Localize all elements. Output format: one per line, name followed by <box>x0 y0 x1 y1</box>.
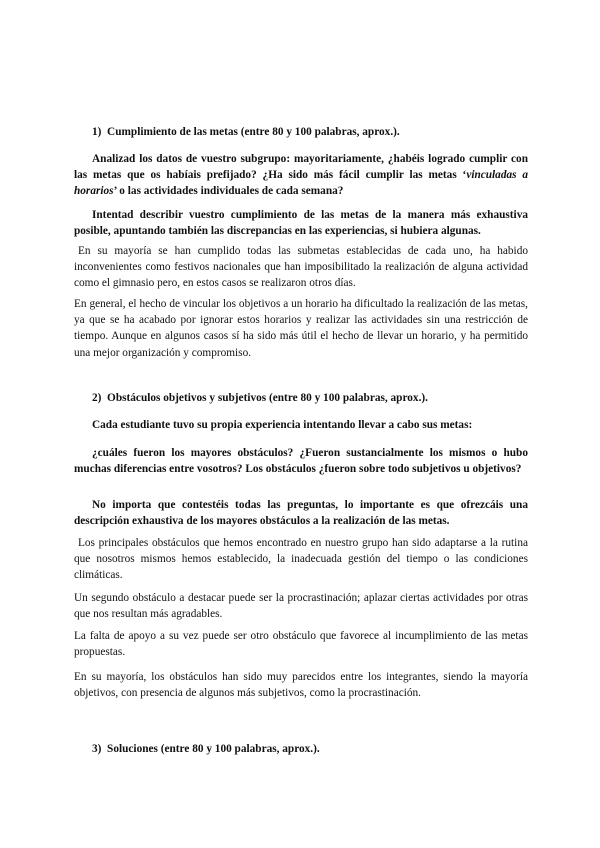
section-2-intro: Cada estudiante tuvo su propia experiencia intentando llevar a cabo sus metas: <box>92 419 473 431</box>
section-2-answer-1: Los principales obstáculos que hemos encontrado en nuestro grupo han sido adaptarse a la rutina que nosotros mismos hemos establecido, la inadecuada gestión del tiempo o las condiciones climáticas. <box>74 537 528 582</box>
section-3-heading: 3) Soluciones (entre 80 y 100 palabras, aprox.). <box>92 743 320 755</box>
section-1-answer-2: En general, el hecho de vincular los objetivos a un horario ha dificultado la realización de las metas, ya que se ha acabado por ignorar estos horarios y realizar las actividades sin una restricción de tiempo. Aunque en algunos casos sí ha sido más útil el hecho de llevar un horario, y ha permitido una mejor organización y compromiso. <box>74 298 528 359</box>
section-2-answer-3: La falta de apoyo a su vez puede ser otro obstáculo que favorece al incumplimiento de las metas propuestas. <box>74 630 528 659</box>
section-2-heading: 2) Obstáculos objetivos y subjetivos (entre 80 y 100 palabras, aprox.). <box>92 392 428 404</box>
section-2-question-1: ¿cuáles fueron los mayores obstáculos? ¿Fueron sustancialmente los mismos o hubo muchas diferencias entre vosotros? Los obstáculos ¿fueron sobre todo subjetivos u objetivos? <box>74 447 528 476</box>
section-2-answer-2: Un segundo obstáculo a destacar puede ser la procrastinación; aplazar ciertas actividades por otras que nos resultan más agradables. <box>74 592 528 621</box>
section-1-question-1-part-2: ’ o las actividades individuales de cada semana? <box>113 185 344 198</box>
section-1-question-1-part-1: Analizad los datos de vuestro subgrupo: mayoritariamente, ¿habéis logrado cumplir con las metas que os habíais prefijado? ¿Ha sido más fácil cumplir las metas ‘ <box>74 153 528 182</box>
section-1-answer-1: En su mayoría se han cumplido todas las submetas establecidas de cada uno, ha habido inconvenientes como festivos nacionales que han imposibilitado la realización de alguna actividad como el gimnasio pero, en estos casos se realizaron otros días. <box>74 245 528 290</box>
section-2-question-2: No importa que contestéis todas las preguntas, lo importante es que ofrezcáis una descripción exhaustiva de los mayores obstáculos a la realización de las metas. <box>74 499 528 528</box>
section-1-question-2: Intentad describir vuestro cumplimiento de las metas de la manera más exhaustiva posible, apuntando también las discrepancias en las experiencias, si hubiera algunas. <box>74 209 528 238</box>
section-1-question-1 <box>74 151 528 200</box>
section-2-answer-4: En su mayoría, los obstáculos han sido muy parecidos entre los integrantes, siendo la mayoría objetivos, con presencia de algunos más subjetivos, como la procrastinación. <box>74 671 528 700</box>
section-1-question-1-italic: vinculadas a horarios <box>74 169 529 198</box>
section-1-heading: 1) Cumplimiento de las metas (entre 80 y 100 palabras, aprox.). <box>92 126 400 138</box>
